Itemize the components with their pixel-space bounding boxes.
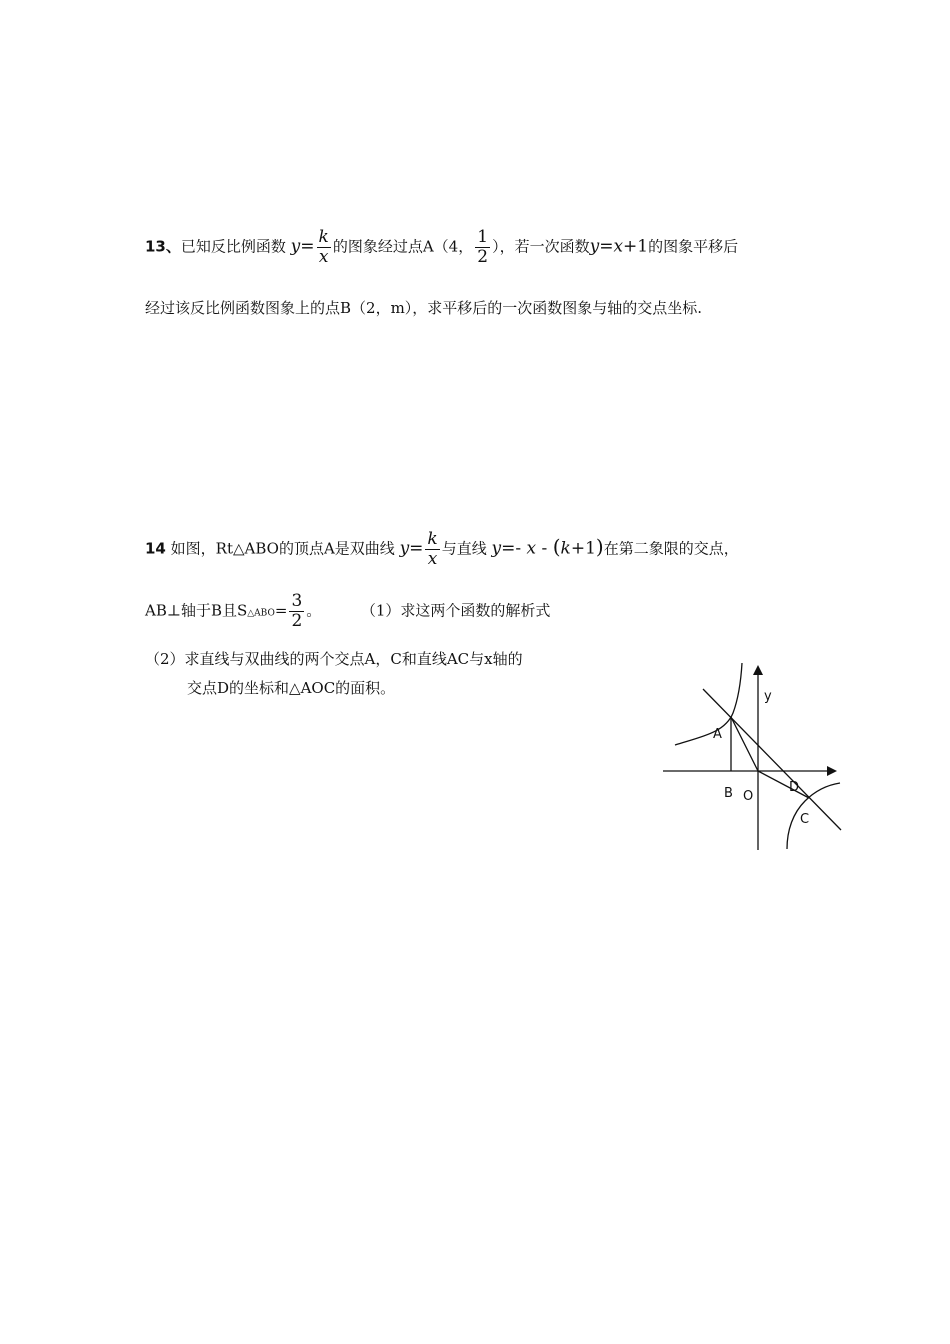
label-y: y (764, 689, 772, 704)
segment-ao (731, 717, 758, 771)
q14-y: y (399, 538, 410, 559)
q14-line-k: k (560, 538, 571, 559)
q13-frac-x: x (318, 247, 329, 267)
q14-part1: （1）求这两个函数的解析式 (360, 601, 551, 620)
q13-eq: = (300, 236, 315, 257)
q13-line2: 经过该反比例函数图象上的点B（2，m），求平移后的一次函数图象与轴的交点坐标. (145, 299, 703, 317)
q13-linear-y: y (589, 236, 600, 257)
q14-line-minus: - (536, 538, 553, 559)
q13-text4: 的图象平移后 (648, 237, 739, 256)
q14-line-plus: +1 (570, 538, 596, 559)
q13-y: y (290, 236, 301, 257)
q14-period: 。 (306, 601, 322, 620)
q14-frac-x: x (427, 549, 438, 569)
q14-eq: = (409, 538, 424, 559)
q14-part2-line1: （2）求直线与双曲线的两个交点A，C和直线AC与x轴的 (145, 650, 523, 668)
q13-fraction-k-x (317, 228, 331, 267)
q14-area-subscript: △ABO (247, 608, 275, 619)
q14-text2: 与直线 (441, 539, 487, 558)
label-o: O (743, 789, 754, 804)
q14-text1: 如图，Rt△ABO的顶点A是双曲线 (170, 539, 395, 558)
q13-linear-eq: = (599, 236, 614, 257)
q13-frac-two: 2 (477, 247, 489, 267)
q14-ab-text: AB⊥轴于B且S (145, 601, 248, 620)
q14-figure (655, 655, 850, 855)
hyperbola-branch-upper (675, 663, 742, 745)
q14-frac-k: k (427, 529, 438, 549)
x-axis-arrow-icon (827, 766, 837, 776)
q14-part2-line2: 交点D的坐标和△AOC的面积。 (187, 679, 396, 697)
q14-line1 (145, 530, 739, 569)
q14-fraction-three-halves (289, 592, 304, 631)
q13-text2: 的图象经过点A（4， (332, 237, 474, 256)
q14-line-eq: =- (501, 538, 527, 559)
q13-text1: 已知反比例函数 (180, 237, 286, 256)
q14-text3: 在第二象限的交点， (603, 539, 739, 558)
q14-frac-two: 2 (291, 611, 303, 631)
q14-fraction-k-x (425, 530, 439, 569)
line-ac (703, 689, 841, 830)
q13-frac-one: 1 (477, 227, 489, 247)
label-a: A (713, 727, 722, 742)
q13-number: 13、 (145, 237, 181, 256)
q13-linear-plus: +1 (623, 236, 649, 257)
q13-frac-k: k (318, 227, 329, 247)
segment-oc (758, 771, 809, 798)
q14-number: 14 (145, 539, 166, 558)
q13-fraction-half (475, 228, 490, 267)
q14-paren-open: ( (552, 534, 561, 559)
q14-line2 (145, 592, 550, 631)
q13-line1 (145, 228, 738, 267)
label-d: D (789, 780, 800, 795)
label-c: C (800, 812, 810, 827)
label-b: B (724, 786, 733, 801)
q13-linear-x: x (613, 236, 624, 257)
q14-line-x: x (526, 538, 537, 559)
q14-paren-close: ) (595, 534, 604, 559)
y-axis-arrow-icon (753, 665, 763, 675)
q14-frac-three: 3 (291, 591, 303, 611)
q14-area-eq: = (274, 601, 288, 620)
q13-text3: ），若一次函数 (492, 237, 590, 256)
q14-line-y: y (491, 538, 502, 559)
